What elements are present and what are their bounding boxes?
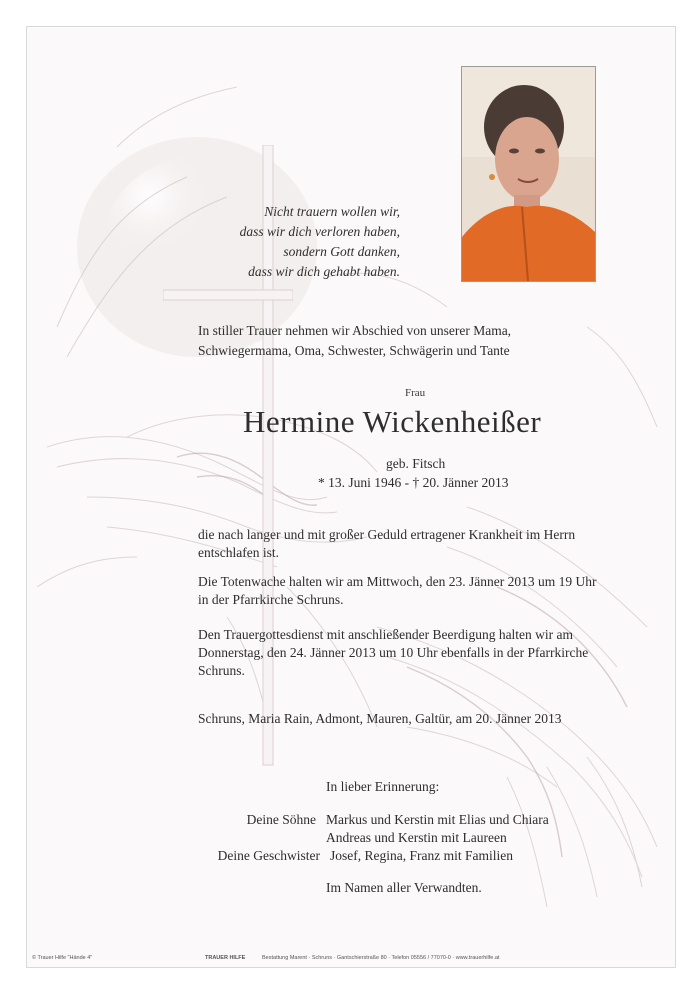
siblings-names: Josef, Regina, Franz mit Familien	[330, 848, 513, 863]
paragraph-illness	[198, 526, 628, 562]
poem-line: sondern Gott danken,	[283, 244, 400, 259]
life-dates: * 13. Juni 1946 - † 20. Jänner 2013	[318, 475, 509, 490]
memory-heading: In lieber Erinnerung:	[326, 779, 440, 794]
place-date-line	[198, 710, 628, 728]
footer-brand: TRAUER HILFE	[205, 955, 246, 961]
intro-line: In stiller Trauer nehmen wir Abschied von unserer Mama,	[198, 323, 512, 338]
siblings-label: Deine Geschwister	[217, 848, 320, 863]
paragraph-line: Donnerstag, den 24. Jänner 2013 um 10 Uhr ebenfalls in der Pfarrkirche	[198, 645, 589, 660]
poem-line: dass wir dich gehabt haben.	[248, 264, 400, 279]
paragraph-line: Schruns.	[198, 663, 245, 678]
paragraph-line: Schruns, Maria Rain, Admont, Mauren, Galtür, am 20. Jänner 2013	[198, 711, 562, 726]
birth-name: geb. Fitsch	[386, 456, 446, 471]
footer-copyright: © Trauer Hilfe "Hände 4"	[32, 955, 93, 961]
paragraph-wake	[198, 573, 628, 609]
closing-line: Im Namen aller Verwandten.	[326, 880, 482, 895]
poem	[180, 202, 400, 282]
sons-label: Deine Söhne	[246, 812, 316, 827]
paragraph-line: entschlafen ist.	[198, 545, 279, 560]
poem-line: dass wir dich verloren haben,	[239, 224, 400, 239]
name-prefix: Frau	[405, 387, 426, 399]
sons-line-1: Markus und Kerstin mit Elias und Chiara	[326, 812, 549, 827]
paragraph-line: Die Totenwache halten wir am Mittwoch, den 23. Jänner 2013 um 19 Uhr	[198, 574, 597, 589]
poem-line: Nicht trauern wollen wir,	[264, 204, 400, 219]
sons-line-2: Andreas und Kerstin mit Laureen	[326, 830, 507, 845]
portrait-photo	[461, 66, 596, 282]
paragraph-line: in der Pfarrkirche Schruns.	[198, 592, 344, 607]
paragraph-funeral	[198, 626, 628, 680]
paragraph-line: Den Trauergottesdienst mit anschließender Beerdigung halten wir am	[198, 627, 574, 642]
intro-line: Schwiegermama, Oma, Schwester, Schwägerin und Tante	[198, 343, 510, 358]
paragraph-line: die nach langer und mit großer Geduld ertragener Krankheit im Herrn	[198, 527, 576, 542]
deceased-name: Hermine Wickenheißer	[243, 404, 542, 439]
intro-text	[198, 321, 618, 361]
footer-info: Bestattung Marent · Schruns · Gantschierstraße 80 · Telefon 05556 / 77070-0 · www.trauerhilfe.at	[262, 955, 500, 961]
